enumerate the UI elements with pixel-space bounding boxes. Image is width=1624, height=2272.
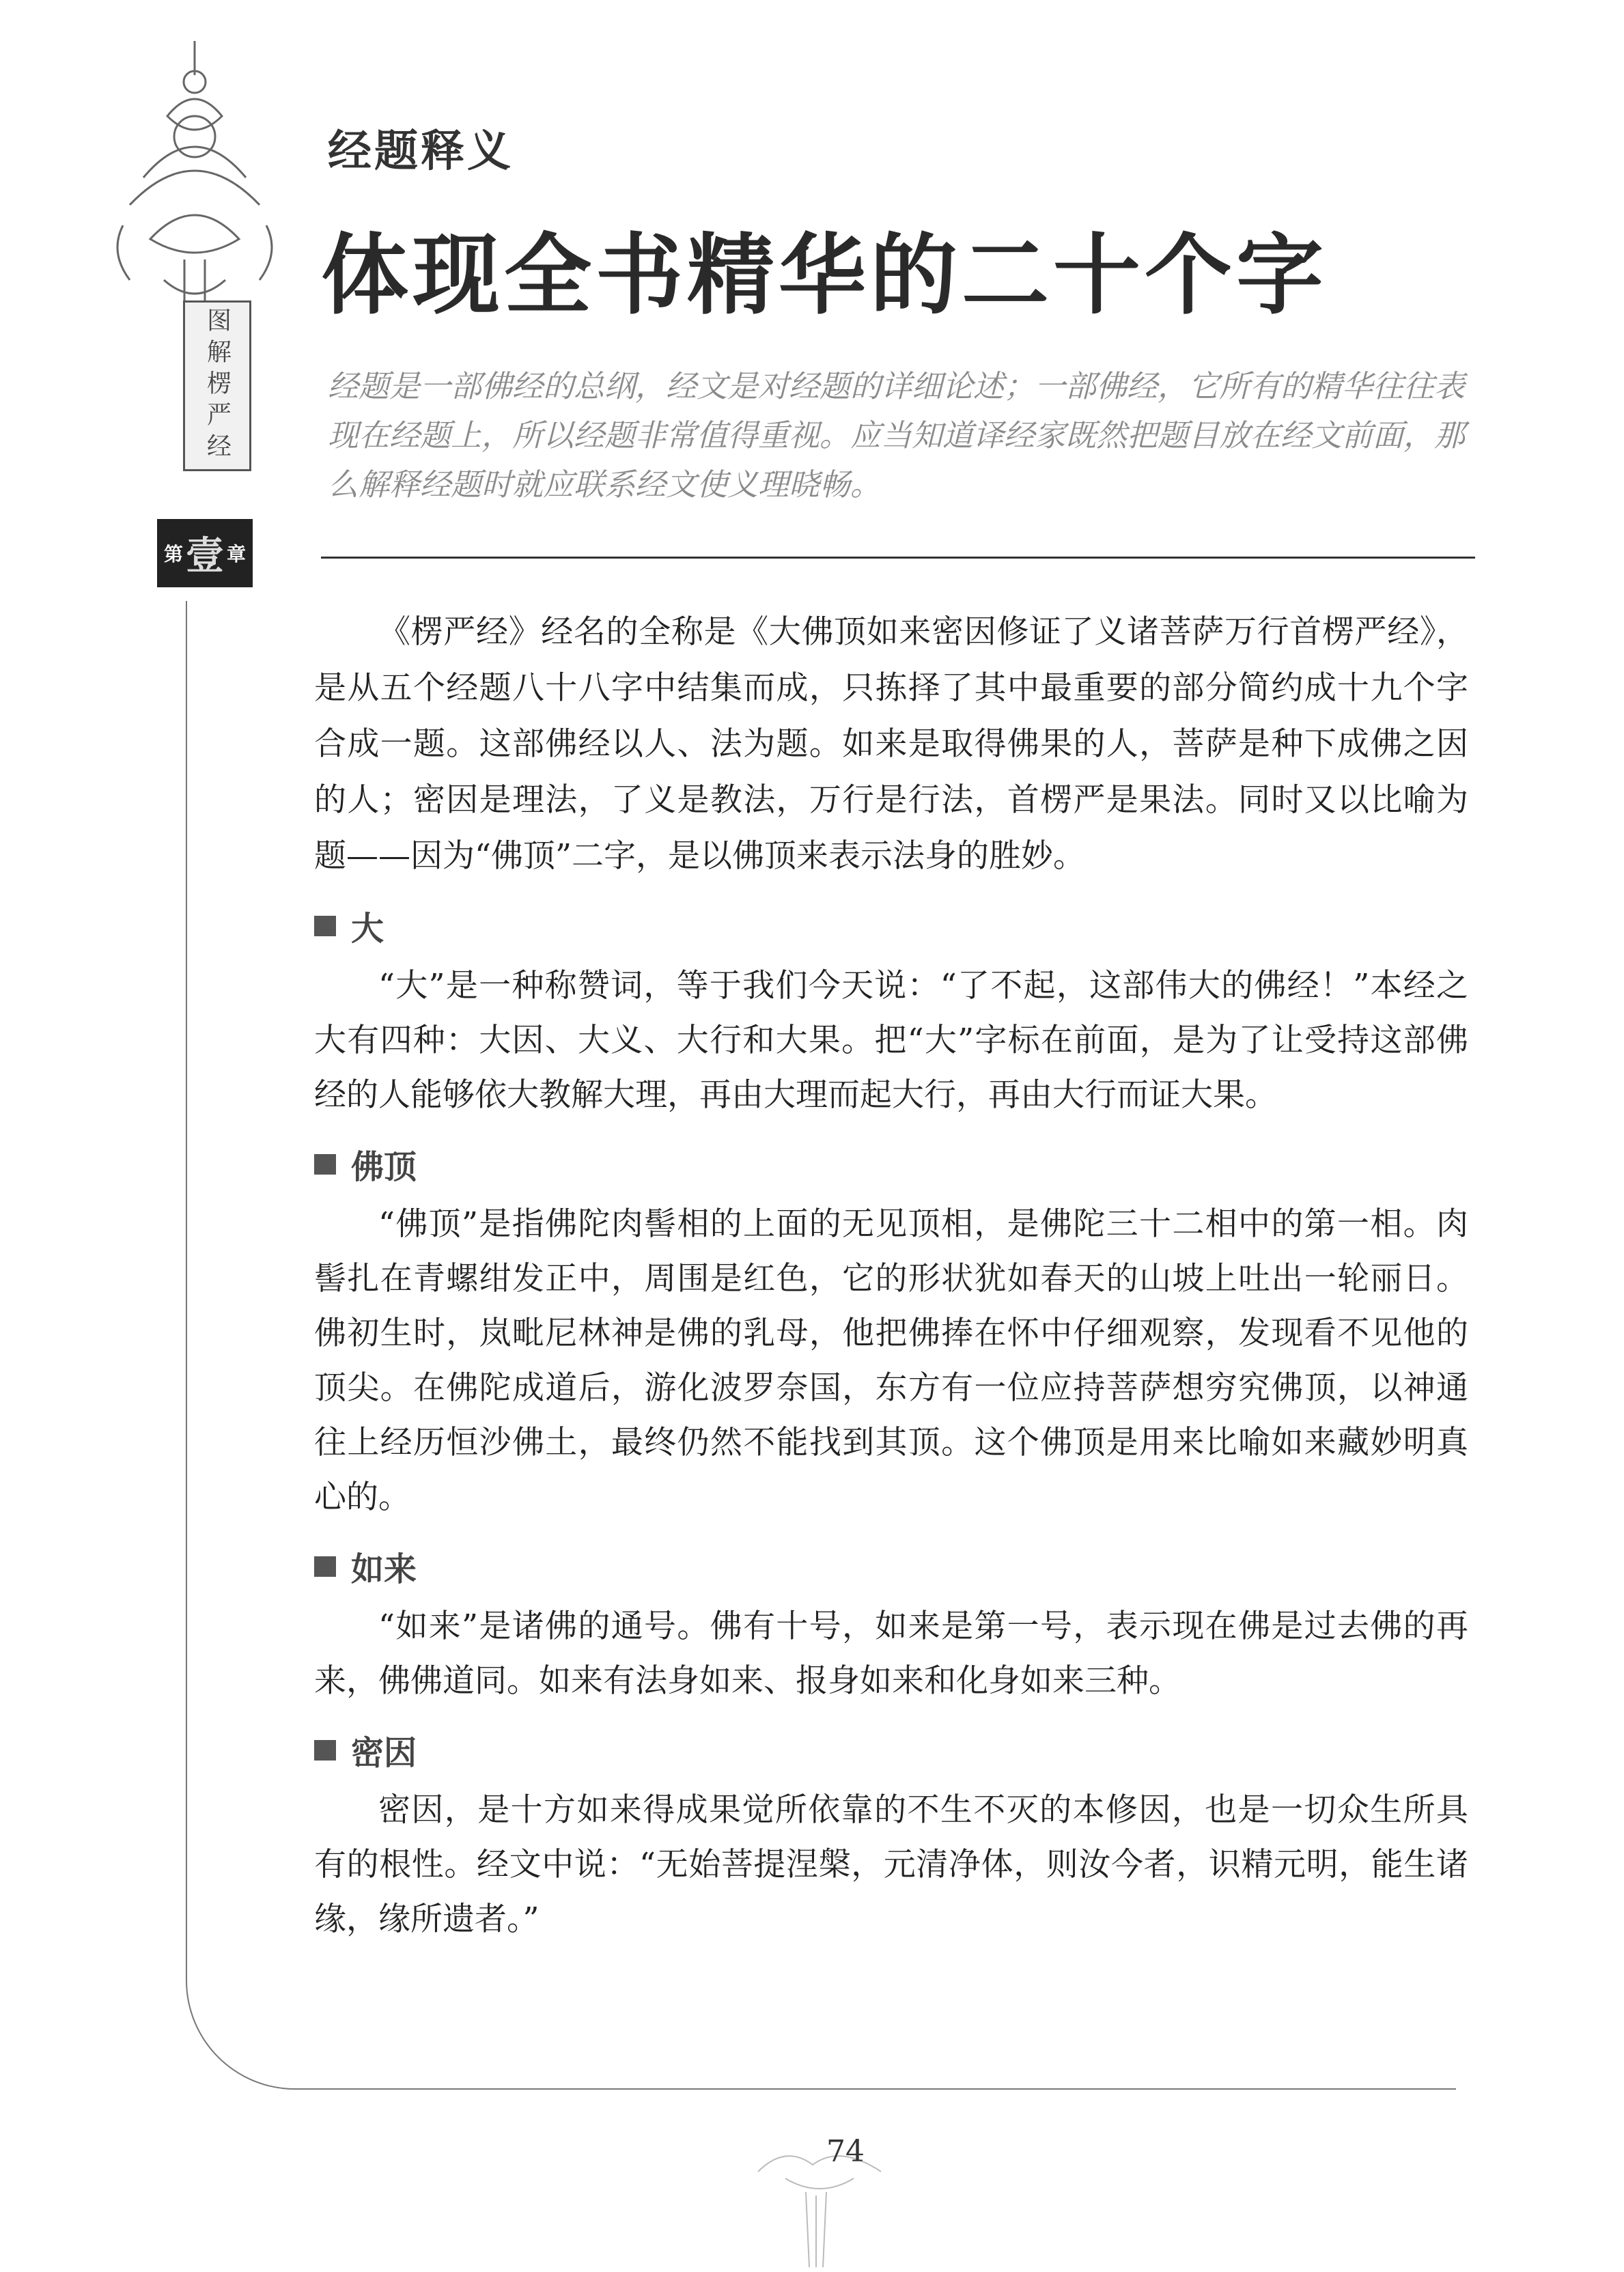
section-paragraph: “佛顶”是指佛陀肉髻相的上面的无见顶相，是佛陀三十二相中的第一相。肉髻扎在青螺绀发正中，周围是红色，它的形状犹如春天的山坡上吐出一轮丽日。佛初生时，岚毗尼林神是佛的乳母，他把佛捧在怀中仔细观察，发现看不见他的顶尖。在佛陀成道后，游化波罗奈国，东方有一位应持菩萨想穷究佛顶，以神通往上经历恒沙佛土，最终仍然不能找到其顶。这个佛顶是用来比喻如来藏妙明真心的。	[314, 1205, 1468, 1516]
section-heading-label: 密因	[351, 1734, 417, 1772]
section-heading	[314, 1726, 1468, 1773]
chapter-prefix: 第	[163, 543, 183, 565]
intro-summary: 经题是一部佛经的总纲，经文是对经题的详细论述；一部佛经，它所有的精华往往表现在经题上，所以经题非常值得重视。应当知道译经家既然把题目放在经文前面，那么解释经题时就应联系经文使义理晓畅。	[328, 368, 1466, 503]
page-number: 74	[826, 2134, 865, 2169]
section-paragraph: “如来”是诸佛的通号。佛有十号，如来是第一号，表示现在佛是过去佛的再来，佛佛道同。如来有法身如来、报身如来和化身如来三种。	[314, 1608, 1468, 1700]
chapter-badge	[157, 519, 253, 587]
section-paragraph: 密因，是十方如来得成果觉所依靠的不生不灭的本修因，也是一切众生所具有的根性。经文中说：“无始菩提涅槃，元清净体，则汝今者，识精元明，能生诸缘，缘所遗者。”	[314, 1791, 1468, 1938]
lotus-footer-icon	[744, 2131, 895, 2267]
section-paragraph: “大”是一种称赞词，等于我们今天说：“了不起，这部伟大的佛经！”本经之大有四种：大因、大义、大行和大果。把“大”字标在前面，是为了让受持这部佛经的人能够依大教解大理，再由大理而起大行，再由大行而证大果。	[314, 967, 1468, 1114]
section-kicker: 经题释义	[328, 126, 514, 177]
body-text	[314, 604, 1468, 1947]
chapter-suffix: 章	[227, 543, 247, 565]
section-heading	[314, 1140, 1468, 1188]
section-heading	[314, 902, 1468, 949]
book-title-tab	[183, 300, 251, 471]
section-heading-label: 佛顶	[351, 1148, 417, 1186]
page-title: 体现全书精华的二十个字	[321, 225, 1328, 326]
square-bullet-icon	[314, 916, 336, 936]
section-heading-label: 大	[351, 910, 384, 948]
square-bullet-icon	[314, 1556, 336, 1577]
square-bullet-icon	[314, 1154, 336, 1175]
divider	[321, 557, 1475, 559]
opening-paragraph: 《楞严经》经名的全称是《大佛顶如来密因修证了义诸菩萨万行首楞严经》，是从五个经题八十八字中结集而成，只拣择了其中最重要的部分简约成十九个字合成一题。这部佛经以人、法为题。如来是取得佛果的人，菩萨是种下成佛之因的人；密因是理法，了义是教法，万行是行法，首楞严是果法。同时又以比喻为题——因为“佛顶”二字，是以佛顶来表示法身的胜妙。	[314, 613, 1468, 875]
square-bullet-icon	[314, 1740, 336, 1761]
section-heading-label: 如来	[351, 1550, 417, 1588]
book-title-label: 图解楞严经	[203, 307, 232, 464]
lotus-ornament-icon	[102, 34, 287, 321]
section-heading	[314, 1543, 1468, 1590]
chapter-number: 壹	[186, 534, 224, 578]
